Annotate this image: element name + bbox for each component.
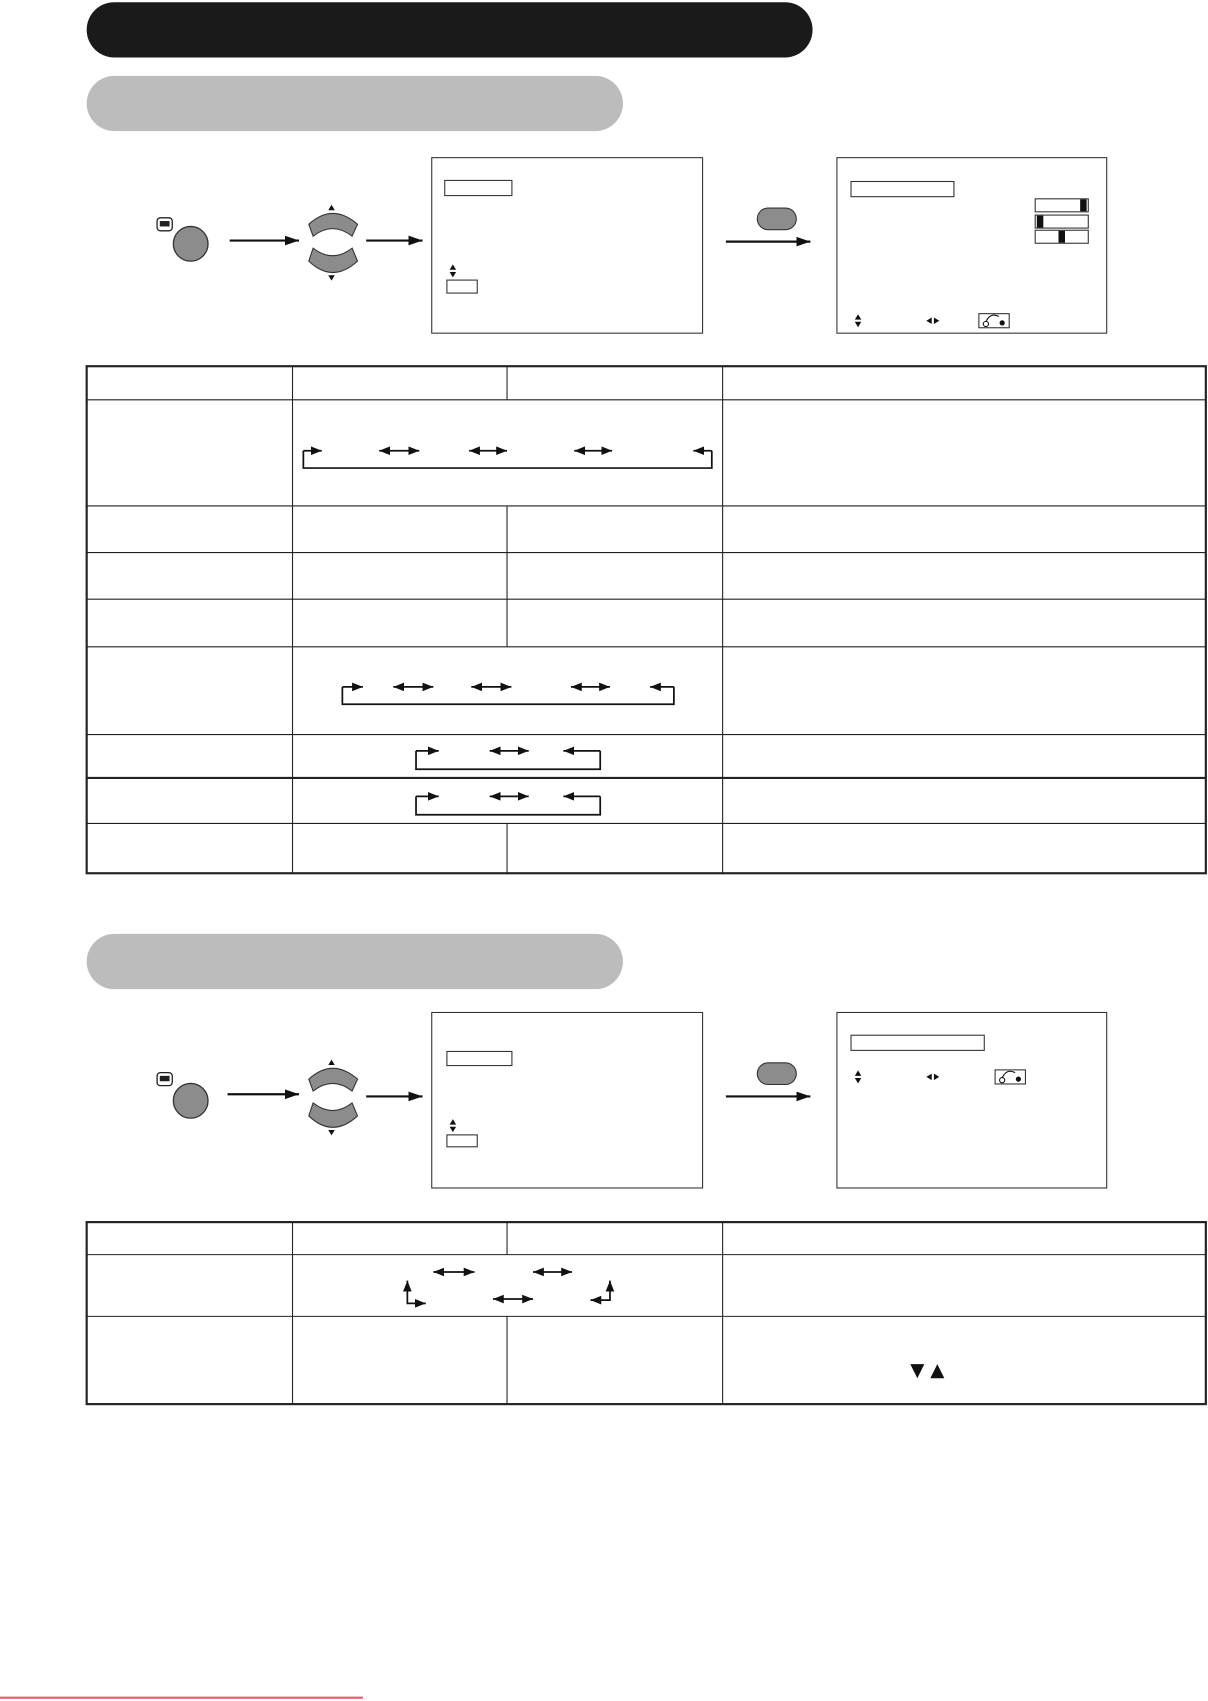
option-loop-diagram — [407, 1272, 610, 1303]
procedure-diagram-2 — [157, 1012, 1107, 1188]
osd-adjust-screen — [837, 158, 1107, 334]
option-cycle-diagram — [416, 751, 600, 769]
osd-select-box — [447, 280, 477, 293]
down-up-glyphs: ▼ ▲ — [910, 1359, 945, 1381]
up-down-button-icon — [309, 1060, 358, 1136]
return-icon — [995, 1070, 1025, 1084]
select-button-icon — [757, 208, 796, 230]
osd-title-box — [851, 1035, 984, 1050]
option-cycle-diagram — [416, 796, 600, 814]
level-bar — [1035, 215, 1088, 228]
section-header-bar-1 — [87, 76, 623, 131]
menu-button-icon — [157, 1073, 172, 1086]
option-cycle-diagram — [303, 451, 711, 468]
up-down-button-icon — [309, 205, 358, 281]
procedure-diagram-1 — [157, 158, 1107, 334]
menu-button — [173, 226, 208, 261]
menu-button-icon — [157, 218, 172, 231]
osd-menu-screen — [432, 1012, 703, 1188]
option-cycle-diagram — [342, 687, 674, 704]
level-bar — [1035, 230, 1088, 243]
select-button-icon — [757, 1063, 796, 1085]
menu-button — [173, 1083, 208, 1118]
settings-table-2 — [87, 1222, 1206, 1404]
osd-highlight-box — [445, 180, 512, 195]
level-bar — [1035, 199, 1088, 212]
osd-menu-screen — [432, 158, 703, 334]
section-header-bar-2 — [87, 934, 623, 989]
return-icon — [979, 314, 1009, 328]
settings-table-1 — [87, 366, 1206, 873]
page-title-banner — [87, 2, 813, 57]
osd-select-box — [447, 1135, 477, 1147]
osd-adjust-screen — [837, 1012, 1107, 1188]
osd-highlight-box — [447, 1051, 512, 1065]
osd-title-box — [851, 181, 954, 196]
